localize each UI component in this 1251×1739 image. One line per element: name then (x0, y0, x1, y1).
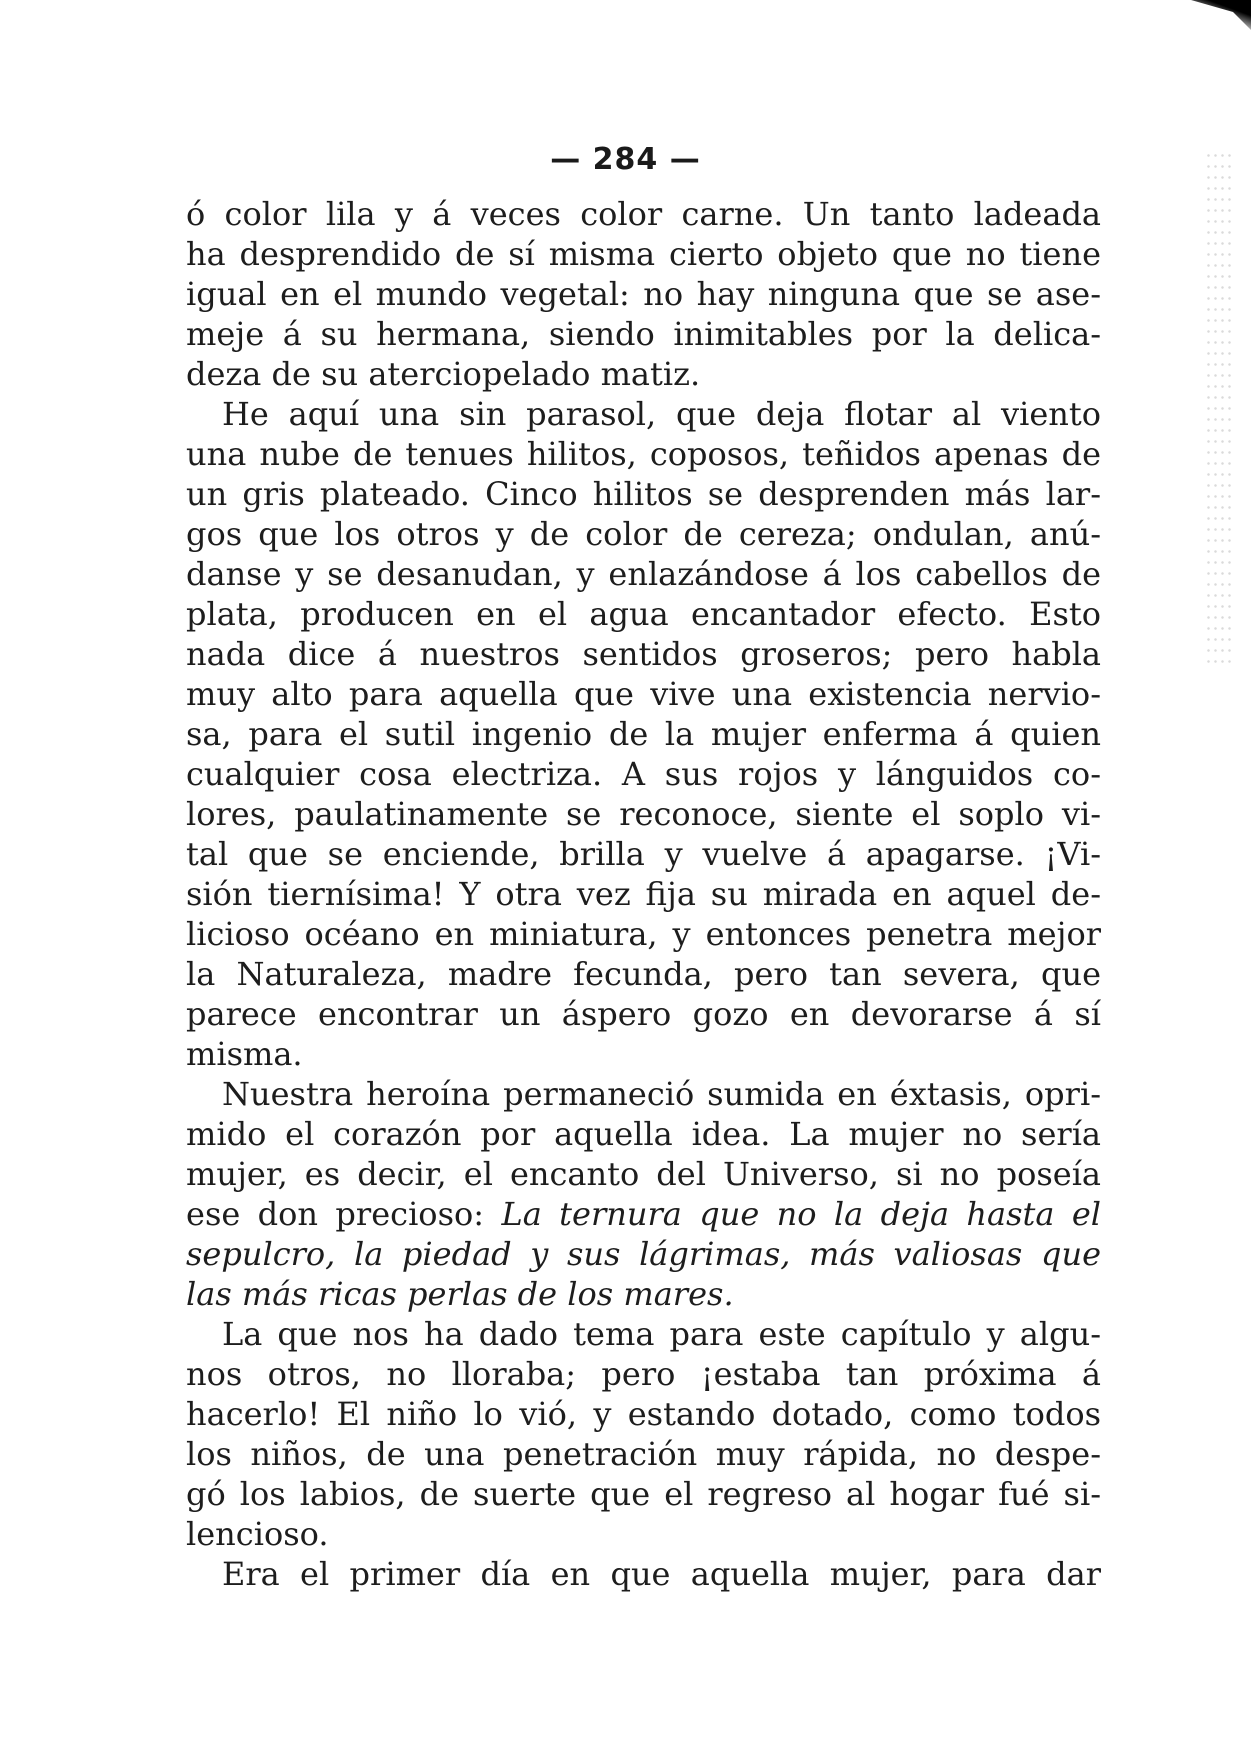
text-line: danse y se desanudan, y enlazándose á los cabellos de (186, 555, 1101, 593)
text-line: gos que los otros y de color de cereza; ondulan, anú- (186, 515, 1101, 553)
text-line: lencioso. (186, 1515, 329, 1553)
paragraph (186, 1554, 1101, 1594)
text-line: tal que se enciende, brilla y vuelve á apagarse. ¡Vi- (186, 835, 1101, 873)
text-line: nos otros, no lloraba; pero ¡estaba tan próxima á (186, 1355, 1101, 1393)
scan-edge-noise (1205, 150, 1233, 670)
text-line: ó color lila y á veces color carne. Un tanto ladeada (186, 195, 1101, 233)
text-line: deza de su aterciopelado matiz. (186, 355, 701, 393)
text-line: ha desprendido de sí misma cierto objeto que no tiene (186, 235, 1101, 273)
text-line: muy alto para aquella que vive una existencia nervio- (186, 675, 1101, 713)
text-line: Era el primer día en que aquella mujer, para dar (222, 1555, 1101, 1593)
text-line: misma. (186, 1035, 303, 1073)
text-line: un gris plateado. Cinco hilitos se desprenden más lar- (186, 475, 1101, 513)
text-line: He aquí una sin parasol, que deja flotar al viento (222, 395, 1101, 433)
text-line: hacerlo! El niño lo vió, y estando dotado, como todos (186, 1395, 1101, 1433)
paragraph (186, 194, 1101, 394)
text-span: ese don precioso: (186, 1195, 502, 1233)
italic-line (186, 1234, 1101, 1274)
text-line: meje á su hermana, siendo inimitables por la delica- (186, 315, 1101, 353)
text-line: una nube de tenues hilitos, coposos, teñidos apenas de (186, 435, 1101, 473)
text-line: gó los labios, de suerte que el regreso al hogar fué si- (186, 1475, 1101, 1513)
text-line: lores, paulatinamente se reconoce, siente el soplo vi- (186, 795, 1101, 833)
italic-span: sepulcro, la piedad y sus lágrimas, más valiosas que (186, 1235, 1101, 1273)
scan-edge-shadow (1191, 0, 1251, 30)
paragraph (186, 1074, 1101, 1314)
text-line: nada dice á nuestros sentidos groseros; pero habla (186, 635, 1101, 673)
text-line: los niños, de una penetración muy rápida, no despe- (186, 1435, 1101, 1473)
paragraph (186, 394, 1101, 1074)
text-line: plata, producen en el agua encantador efecto. Esto (186, 595, 1101, 633)
text-line: licioso océano en miniatura, y entonces penetra mejor (186, 915, 1101, 953)
text-line: La que nos ha dado tema para este capítulo y algu- (222, 1315, 1101, 1353)
text-line: cualquier cosa electriza. A sus rojos y lánguidos co- (186, 755, 1101, 793)
body-text (186, 194, 1101, 1594)
text-line: mujer, es decir, el encanto del Universo, si no poseía (186, 1155, 1101, 1193)
italic-span: las más ricas perlas de los mares. (186, 1275, 734, 1313)
text-line: igual en el mundo vegetal: no hay ninguna que se ase- (186, 275, 1101, 313)
text-line: sa, para el sutil ingenio de la mujer enferma á quien (186, 715, 1101, 753)
text-line: sión tiernísima! Y otra vez fija su mirada en aquel de- (186, 875, 1101, 913)
text-line-mixed (186, 1194, 1101, 1234)
paragraph (186, 1314, 1101, 1554)
italic-line (186, 1274, 1101, 1314)
italic-span: La ternura que no la deja hasta el (501, 1195, 1101, 1233)
text-line: Nuestra heroína permaneció sumida en éxtasis, opri- (222, 1075, 1101, 1113)
text-line: parece encontrar un áspero gozo en devorarse á sí (186, 995, 1101, 1033)
page-number: — 284 — (550, 142, 701, 177)
text-line: mido el corazón por aquella idea. La mujer no sería (186, 1115, 1101, 1153)
text-line: la Naturaleza, madre fecunda, pero tan severa, que (186, 955, 1101, 993)
